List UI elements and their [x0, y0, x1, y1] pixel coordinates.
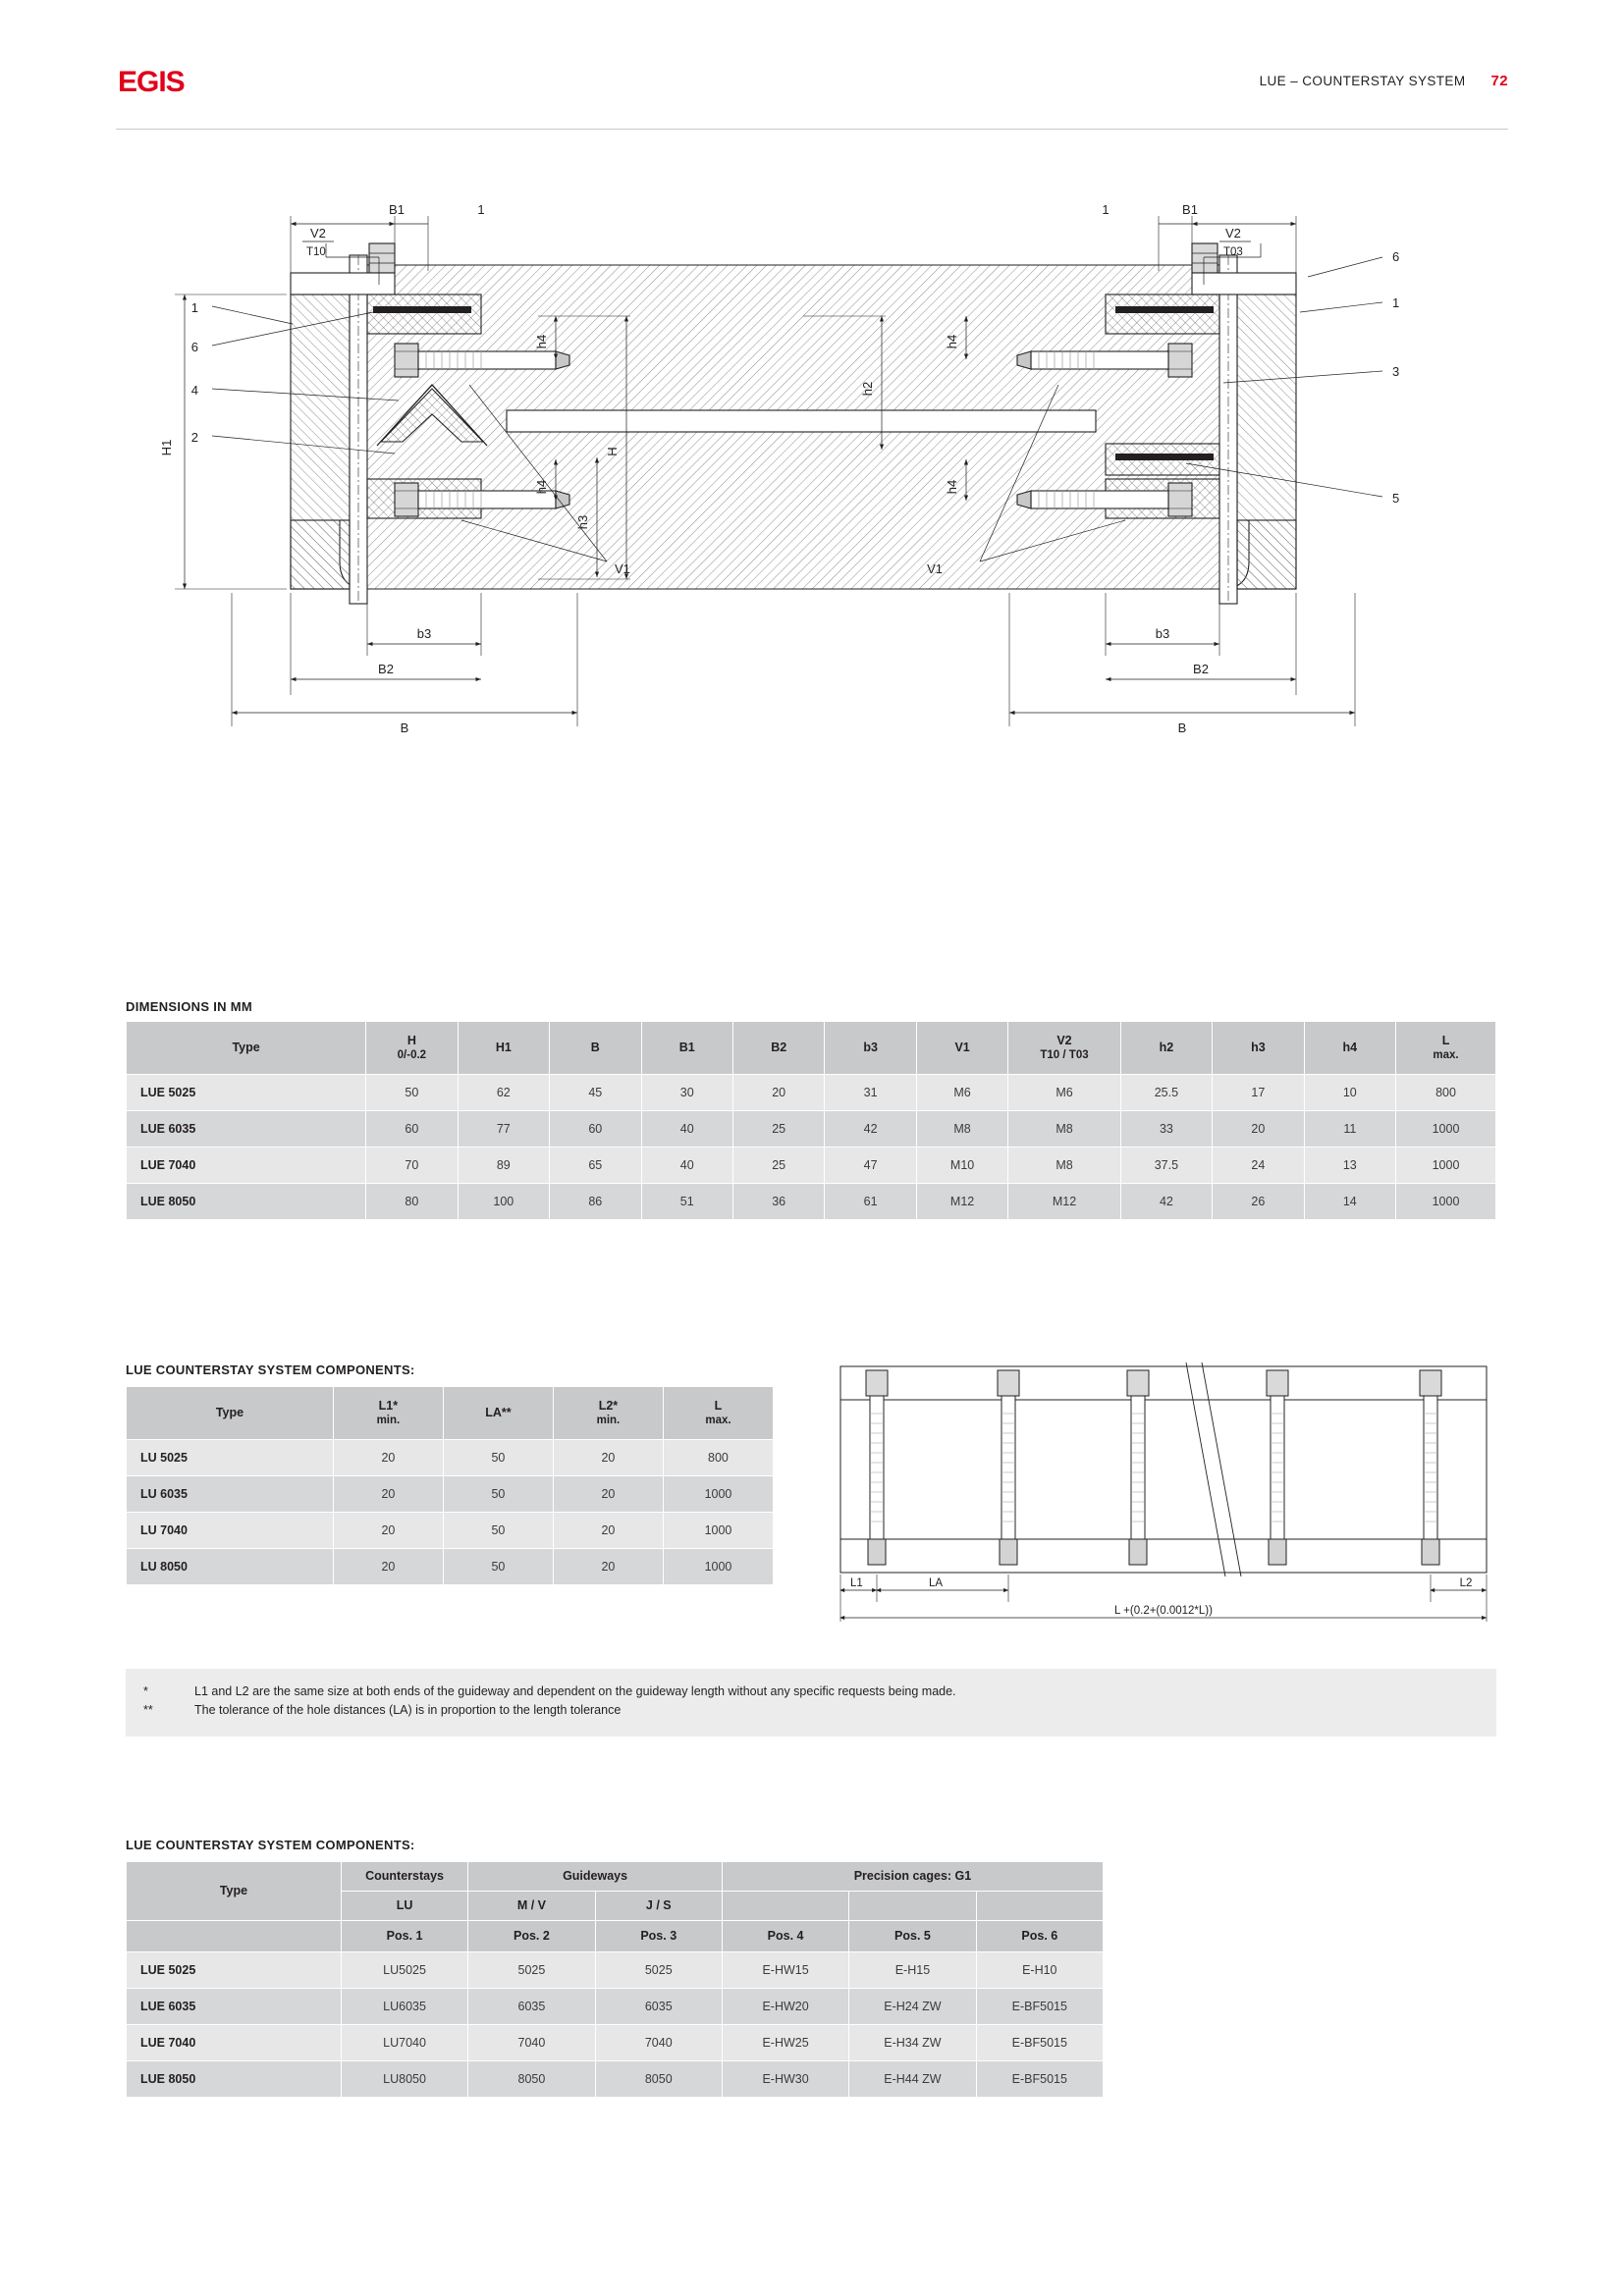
cell: 14 — [1304, 1184, 1395, 1220]
cell: E-H44 ZW — [849, 2061, 976, 2098]
cell: M8 — [1008, 1111, 1120, 1148]
col-l-main: L — [1441, 1033, 1450, 1047]
cell: 7040 — [468, 2025, 595, 2061]
cell: 60 — [366, 1111, 458, 1148]
col-v2 — [1008, 1022, 1120, 1075]
footnote-2 — [143, 1701, 1479, 1720]
cell: 40 — [641, 1148, 732, 1184]
label-v1-right: V1 — [927, 561, 943, 576]
label-t03-right: T03 — [1223, 246, 1243, 258]
cell-type: LUE 7040 — [127, 2025, 342, 2061]
col-v2-main: V2 — [1056, 1033, 1072, 1047]
col-l2 — [553, 1387, 663, 1440]
dimensions-table-wrap — [126, 1021, 1496, 1220]
label-v1-left: V1 — [615, 561, 630, 576]
label-b3-right: b3 — [1155, 626, 1170, 641]
cell: 20 — [553, 1549, 663, 1585]
group-counterstays: Counterstays — [341, 1862, 467, 1892]
label-v2-right: V2 — [1225, 226, 1241, 240]
table-row — [127, 1148, 1496, 1184]
table-header-row — [127, 1022, 1496, 1075]
label-h4-right-top: h4 — [945, 334, 959, 349]
label-h: H — [605, 447, 620, 456]
dimensions-title: DIMENSIONS IN MM — [126, 999, 253, 1014]
label-la: LA — [928, 1577, 944, 1589]
cell: 77 — [458, 1111, 549, 1148]
cell: 42 — [825, 1111, 916, 1148]
label-b-left: B — [400, 721, 409, 735]
col-type: Type — [127, 1862, 342, 1921]
cell: 40 — [641, 1111, 732, 1148]
cell: E-HW15 — [722, 1952, 848, 1989]
col-b1: B1 — [641, 1022, 732, 1075]
col-js: J / S — [595, 1892, 722, 1921]
cell: 70 — [366, 1148, 458, 1184]
col-l1-main: L1* — [378, 1398, 399, 1413]
cell: 45 — [550, 1075, 641, 1111]
components-table-1 — [126, 1386, 774, 1585]
table-pos-header-row — [127, 1921, 1104, 1952]
col-mv: M / V — [468, 1892, 595, 1921]
cell-type: LU 5025 — [127, 1440, 334, 1476]
label-6-left: 6 — [190, 340, 198, 354]
cell: M12 — [1008, 1184, 1120, 1220]
table-row — [127, 1476, 774, 1513]
page-header — [116, 61, 1508, 116]
col-h3: h3 — [1213, 1022, 1304, 1075]
table-row — [127, 1111, 1496, 1148]
label-1-left: 1 — [190, 300, 198, 315]
col-pos-3: Pos. 3 — [595, 1921, 722, 1952]
cell: M12 — [916, 1184, 1007, 1220]
guideway-hole-diagram — [833, 1355, 1500, 1639]
label-h4-left-bottom: h4 — [534, 479, 549, 495]
table-row — [127, 1989, 1104, 2025]
cell: E-H10 — [976, 1952, 1103, 1989]
cell: 61 — [825, 1184, 916, 1220]
cell: 47 — [825, 1148, 916, 1184]
table-row — [127, 1440, 774, 1476]
col-blank-2 — [849, 1892, 976, 1921]
cell: 8050 — [595, 2061, 722, 2098]
cell: 17 — [1213, 1075, 1304, 1111]
col-h-main: H — [406, 1033, 416, 1047]
cell: 20 — [553, 1476, 663, 1513]
cell: 25 — [732, 1148, 824, 1184]
col-pos-empty — [127, 1921, 342, 1952]
cell: 1000 — [663, 1476, 773, 1513]
cell: 30 — [641, 1075, 732, 1111]
cell: E-BF5015 — [976, 2025, 1103, 2061]
cell-type: LUE 5025 — [127, 1075, 366, 1111]
cell: 26 — [1213, 1184, 1304, 1220]
col-l2-main: L2* — [598, 1398, 619, 1413]
cell: E-HW20 — [722, 1989, 848, 2025]
col-lu: LU — [341, 1892, 467, 1921]
cell: 65 — [550, 1148, 641, 1184]
table-row — [127, 1513, 774, 1549]
table-row — [127, 2061, 1104, 2098]
components-title-2: LUE COUNTERSTAY SYSTEM COMPONENTS: — [126, 1838, 415, 1852]
label-3-right: 3 — [1392, 364, 1400, 379]
cell: 20 — [732, 1075, 824, 1111]
header-right — [1260, 61, 1508, 89]
cell: 100 — [458, 1184, 549, 1220]
table-row — [127, 1952, 1104, 1989]
label-h4-right-bottom: h4 — [945, 479, 959, 495]
col-blank-3 — [976, 1892, 1103, 1921]
col-l-sub: max. — [705, 1415, 731, 1427]
label-2-left: 2 — [190, 430, 198, 445]
cell: E-HW30 — [722, 2061, 848, 2098]
cell: E-H34 ZW — [849, 2025, 976, 2061]
cell: 7040 — [595, 2025, 722, 2061]
col-h2: h2 — [1120, 1022, 1212, 1075]
col-pos-5: Pos. 5 — [849, 1921, 976, 1952]
cell: LU8050 — [341, 2061, 467, 2098]
cell: 20 — [1213, 1111, 1304, 1148]
label-b-right: B — [1177, 721, 1187, 735]
cell-type: LU 8050 — [127, 1549, 334, 1585]
cell: 20 — [553, 1513, 663, 1549]
group-guideways: Guideways — [468, 1862, 723, 1892]
cell: 20 — [333, 1440, 443, 1476]
table-row — [127, 1184, 1496, 1220]
components-table-2 — [126, 1861, 1104, 2098]
label-t10-left: T10 — [306, 246, 326, 258]
cell: 25.5 — [1120, 1075, 1212, 1111]
label-b3-left: b3 — [416, 626, 432, 641]
cell: 51 — [641, 1184, 732, 1220]
col-b3: b3 — [825, 1022, 916, 1075]
cell-type: LUE 8050 — [127, 2061, 342, 2098]
label-1-right: 1 — [1392, 295, 1400, 310]
egis-logo: EGIS — [118, 66, 185, 98]
cell: 20 — [333, 1513, 443, 1549]
cell: 10 — [1304, 1075, 1395, 1111]
col-l-main: L — [714, 1398, 723, 1413]
cell: E-HW25 — [722, 2025, 848, 2061]
footnote-2-text: The tolerance of the hole distances (LA) is in proportion to the length tolerance — [194, 1703, 622, 1718]
cell: 20 — [333, 1549, 443, 1585]
cell: 25 — [732, 1111, 824, 1148]
cell: 8050 — [468, 2061, 595, 2098]
cell: 31 — [825, 1075, 916, 1111]
col-pos-4: Pos. 4 — [722, 1921, 848, 1952]
dimensions-table — [126, 1021, 1496, 1220]
label-5-right: 5 — [1392, 491, 1400, 506]
table-row — [127, 1549, 774, 1585]
col-type: Type — [127, 1387, 334, 1440]
components-title-1: LUE COUNTERSTAY SYSTEM COMPONENTS: — [126, 1362, 415, 1377]
cell-type: LUE 7040 — [127, 1148, 366, 1184]
cell: 11 — [1304, 1111, 1395, 1148]
footnote-1-mark: * — [143, 1684, 148, 1698]
label-1-top-right: 1 — [1102, 202, 1110, 217]
cell: 50 — [443, 1440, 553, 1476]
label-length-tolerance: L +(0.2+(0.0012*L)) — [1114, 1605, 1213, 1617]
cell: E-BF5015 — [976, 2061, 1103, 2098]
table-row — [127, 2025, 1104, 2061]
col-blank-1 — [722, 1892, 848, 1921]
footnote-1-text: L1 and L2 are the same size at both ends of the guideway and dependent on the guideway length without any specific requests being made. — [194, 1684, 956, 1698]
col-h — [366, 1022, 458, 1075]
col-l — [663, 1387, 773, 1440]
cell-type: LUE 5025 — [127, 1952, 342, 1989]
cell: 800 — [663, 1440, 773, 1476]
label-h3: h3 — [575, 514, 590, 530]
col-b2: B2 — [732, 1022, 824, 1075]
technical-drawing — [116, 196, 1510, 913]
col-l-sub: max. — [1433, 1049, 1459, 1062]
cell: 60 — [550, 1111, 641, 1148]
cell: M6 — [916, 1075, 1007, 1111]
table-group-header-row — [127, 1862, 1104, 1892]
table-header-row — [127, 1387, 774, 1440]
cell: 13 — [1304, 1148, 1395, 1184]
cell-type: LU 6035 — [127, 1476, 334, 1513]
col-type — [127, 1022, 366, 1075]
cell: E-H24 ZW — [849, 1989, 976, 2025]
col-pos-1: Pos. 1 — [341, 1921, 467, 1952]
col-l1-sub: min. — [376, 1415, 401, 1427]
col-h1: H1 — [458, 1022, 549, 1075]
col-la: LA** — [443, 1387, 553, 1440]
cell: 1000 — [1396, 1111, 1496, 1148]
cell: E-BF5015 — [976, 1989, 1103, 2025]
group-precision-cages: Precision cages: G1 — [722, 1862, 1103, 1892]
label-v2-left: V2 — [310, 226, 326, 240]
label-b2-right: B2 — [1193, 662, 1209, 676]
cell: 62 — [458, 1075, 549, 1111]
col-pos-2: Pos. 2 — [468, 1921, 595, 1952]
cell: 42 — [1120, 1184, 1212, 1220]
cell-type: LU 7040 — [127, 1513, 334, 1549]
cell: 36 — [732, 1184, 824, 1220]
label-l2: L2 — [1459, 1577, 1473, 1589]
footnote-2-mark: ** — [143, 1703, 153, 1718]
label-l1: L1 — [850, 1577, 863, 1589]
label-b1-right: B1 — [1182, 202, 1198, 217]
col-h-sub: 0/-0.2 — [397, 1049, 427, 1062]
header-divider — [116, 129, 1508, 130]
cell: 50 — [443, 1549, 553, 1585]
col-v2-sub: T10 / T03 — [1040, 1049, 1089, 1062]
cell: 6035 — [468, 1989, 595, 2025]
cell: 33 — [1120, 1111, 1212, 1148]
col-v1: V1 — [916, 1022, 1007, 1075]
cell: 1000 — [1396, 1184, 1496, 1220]
page-number: 72 — [1490, 73, 1508, 89]
label-h2: h2 — [860, 381, 875, 397]
cell: LU5025 — [341, 1952, 467, 1989]
cell: 89 — [458, 1148, 549, 1184]
label-h4-left-top: h4 — [534, 334, 549, 349]
cell: 37.5 — [1120, 1148, 1212, 1184]
col-l — [1396, 1022, 1496, 1075]
col-h4: h4 — [1304, 1022, 1395, 1075]
cell: 1000 — [663, 1513, 773, 1549]
components-table-1-wrap — [126, 1386, 774, 1585]
label-b1-left: B1 — [389, 202, 405, 217]
cell: 5025 — [468, 1952, 595, 1989]
cell: E-H15 — [849, 1952, 976, 1989]
cell: 1000 — [663, 1549, 773, 1585]
cell: M8 — [1008, 1148, 1120, 1184]
col-b: B — [550, 1022, 641, 1075]
cell: LU6035 — [341, 1989, 467, 2025]
label-h1: H1 — [159, 439, 174, 456]
footnote-1 — [143, 1682, 1479, 1701]
label-1-top-left: 1 — [477, 202, 485, 217]
cell: 5025 — [595, 1952, 722, 1989]
header-title: LUE – COUNTERSTAY SYSTEM — [1259, 74, 1466, 88]
col-l2-sub: min. — [596, 1415, 621, 1427]
cell: 50 — [443, 1476, 553, 1513]
cell: M8 — [916, 1111, 1007, 1148]
col-l1 — [333, 1387, 443, 1440]
cell: 20 — [333, 1476, 443, 1513]
label-4-left: 4 — [190, 383, 198, 398]
cell-type: LUE 6035 — [127, 1989, 342, 2025]
label-6-top-right: 6 — [1392, 249, 1400, 264]
cell: M10 — [916, 1148, 1007, 1184]
col-pos-6: Pos. 6 — [976, 1921, 1103, 1952]
cell: 86 — [550, 1184, 641, 1220]
cell: 24 — [1213, 1148, 1304, 1184]
cell: M6 — [1008, 1075, 1120, 1111]
cell: 80 — [366, 1184, 458, 1220]
table-row — [127, 1075, 1496, 1111]
cell-type: LUE 6035 — [127, 1111, 366, 1148]
cell: 1000 — [1396, 1148, 1496, 1184]
label-b2-left: B2 — [378, 662, 394, 676]
col-type-main: Type — [232, 1040, 260, 1054]
cell: 6035 — [595, 1989, 722, 2025]
cell: 20 — [553, 1440, 663, 1476]
cell: 800 — [1396, 1075, 1496, 1111]
cell-type: LUE 8050 — [127, 1184, 366, 1220]
cell: 50 — [443, 1513, 553, 1549]
footnotes — [126, 1669, 1496, 1736]
cell: LU7040 — [341, 2025, 467, 2061]
components-table-2-wrap — [126, 1861, 1104, 2098]
cell: 50 — [366, 1075, 458, 1111]
